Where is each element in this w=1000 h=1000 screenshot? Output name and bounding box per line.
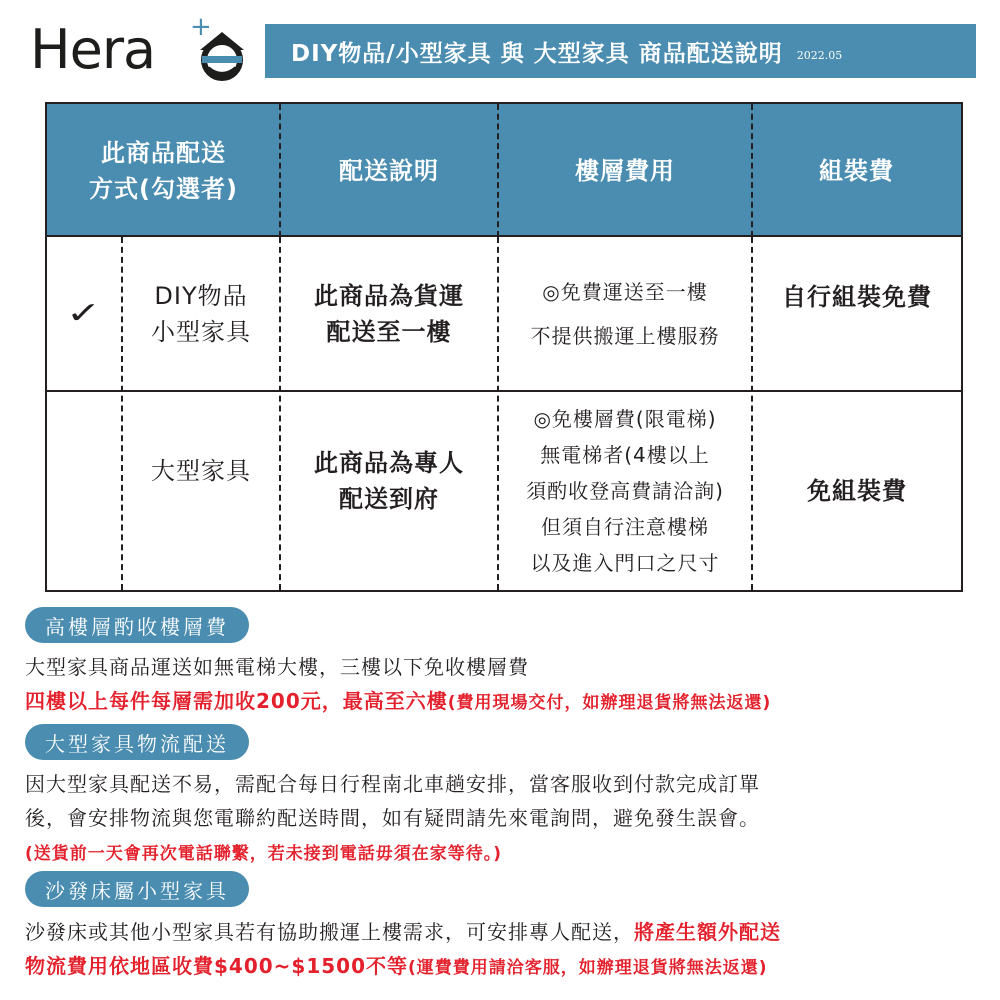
title-date: 2022.05 <box>796 49 843 62</box>
header-floor-fee: 樓層費用 <box>575 156 675 185</box>
title-banner <box>265 24 976 78</box>
section-label-floor-fee: 高樓層酌收樓層費 <box>25 607 249 643</box>
row-1-category-line: DIY物品 <box>154 281 248 310</box>
logo-plus: + <box>190 12 212 42</box>
row-2-floor-fee <box>499 392 751 590</box>
checkmark-icon: ✓ <box>66 296 102 331</box>
section-3-line-1 <box>25 915 781 949</box>
section-1-line-1: 大型家具商品運送如無電梯大樓，三樓以下免收樓層費 <box>25 655 529 679</box>
row-2-delivery <box>281 392 497 590</box>
row-2-assembly <box>753 392 961 590</box>
section-1-red-note: (費用現場交付，如辦理退貨將無法返還) <box>447 693 772 713</box>
section-label-logistics: 大型家具物流配送 <box>25 724 249 760</box>
header-delivery-method: 此商品配送 方式(勾選者) <box>89 138 238 203</box>
section-3-red-text: 將產生額外配送 <box>634 920 781 944</box>
section-2-line-2: 後，會安排物流與您電聯約配送時間，如有疑問請先來電詢問，避免發生誤會。 <box>25 806 760 830</box>
row-2-delivery-line: 此商品為專人 <box>314 449 464 477</box>
section-2-red-note: (送貨前一天會再次電話聯繫，若未接到電話毋須在家等待。) <box>25 844 503 864</box>
row-2-delivery-line: 配送到府 <box>339 485 439 513</box>
header-assembly-fee: 組裝費 <box>819 156 894 185</box>
house-logo-icon <box>198 30 246 82</box>
column-divider <box>497 104 499 237</box>
section-3-red-note: (運費費用請洽客服，如辦理退貨將無法返還) <box>408 958 768 978</box>
delivery-table <box>45 102 963 592</box>
header-delivery-desc: 配送說明 <box>339 156 439 185</box>
row-1-assembly <box>753 237 961 357</box>
row-1-floor-fee <box>499 237 751 390</box>
section-2-line-3 <box>25 835 502 871</box>
row-2-category <box>123 392 279 590</box>
section-3-line-2 <box>25 949 768 985</box>
section-3-red-fee: 物流費用依地區收費$400~$1500不等 <box>25 954 409 978</box>
row-2-category-line: 大型家具 <box>151 457 251 485</box>
row-1-assembly-text: 自行組裝免費 <box>782 283 932 311</box>
row-2-floor-fee-line: 須酌收登高費請洽詢) <box>526 479 724 503</box>
brand-logo <box>30 14 245 86</box>
row-1-delivery-line: 配送至一樓 <box>326 317 452 346</box>
section-label-sofa-bed: 沙發床屬小型家具 <box>25 871 249 907</box>
section-2-line-1: 因大型家具配送不易，需配合每日行程南北車趟安排，當客服收到付款完成訂單 <box>25 772 760 796</box>
section-1-line-2 <box>25 684 771 720</box>
row-1-floor-fee-line: ◎免費運送至一樓 <box>542 279 708 304</box>
column-divider <box>751 104 753 237</box>
row-1-category <box>123 237 279 390</box>
row-2-floor-fee-line: 以及進入門口之尺寸 <box>530 551 720 575</box>
row-1-category-line: 小型家具 <box>151 317 251 346</box>
page-title: DIY物品/小型家具 與 大型家具 商品配送說明 <box>291 40 783 67</box>
row-2-assembly-text: 免組裝費 <box>807 477 907 505</box>
row-2-floor-fee-line: ◎免樓層費(限電梯) <box>533 407 717 431</box>
row-2-floor-fee-line: 但須自行注意樓梯 <box>541 515 709 539</box>
row-2-floor-fee-line: 無電梯者(4樓以上 <box>540 443 710 467</box>
section-3-text: 沙發床或其他小型家具若有協助搬運上樓需求，可安排專人配送， <box>25 920 634 944</box>
table-row-1-checkbox <box>47 237 121 390</box>
row-1-delivery <box>281 237 497 390</box>
section-1-red-text: 四樓以上每件每層需加收200元，最高至六樓 <box>25 689 448 713</box>
column-divider <box>279 104 281 237</box>
row-1-floor-fee-line: 不提供搬運上樓服務 <box>530 323 720 348</box>
row-1-delivery-line: 此商品為貨運 <box>314 281 464 310</box>
logo-wordmark: Hera <box>30 18 156 81</box>
